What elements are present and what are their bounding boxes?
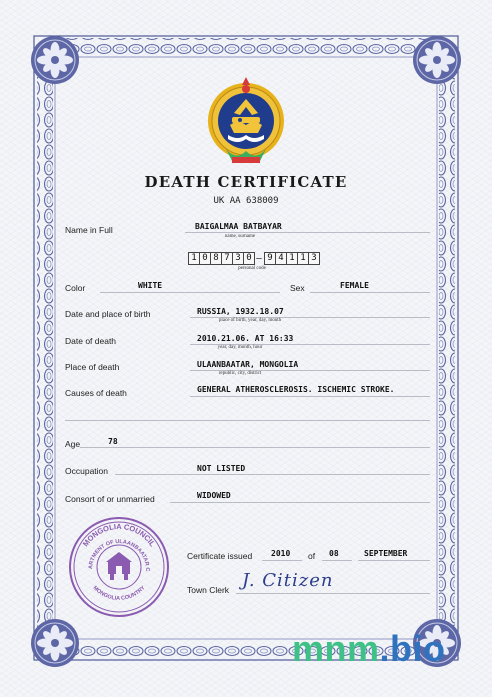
corner-flower-icon xyxy=(413,36,461,84)
code-digit: 1 xyxy=(297,252,309,265)
issued-month: SEPTEMBER xyxy=(364,549,408,558)
code-digit: 3 xyxy=(308,252,320,265)
occupation-label: Occupation xyxy=(65,466,108,476)
svg-text:MONGOLIA COUNTRY xyxy=(92,585,147,602)
birth-label: Date and place of birth xyxy=(65,309,151,319)
name-value: BAIGALMAA BATBAYAR xyxy=(195,222,282,231)
consort-label: Consort of or unmarried xyxy=(65,494,155,504)
code-digit: 0 xyxy=(199,252,211,265)
color-label: Color xyxy=(65,283,86,293)
watermark-part1: mnm xyxy=(292,628,380,669)
code-digit: 9 xyxy=(264,252,276,265)
death-date-hint: year, day, month, hour xyxy=(217,345,263,350)
occupation-value: NOT LISTED xyxy=(197,464,246,473)
causes-value: GENERAL ATHEROSCLEROSIS. ISCHEMIC STROKE. xyxy=(197,385,395,394)
sex-value: FEMALE xyxy=(340,281,369,290)
code-digit: 0 xyxy=(243,252,255,265)
name-hint: name, surname xyxy=(224,234,256,239)
occupation-rule xyxy=(115,474,430,475)
causes-rule xyxy=(190,396,430,397)
age-value: 78 xyxy=(108,437,118,446)
clerk-rule xyxy=(236,593,430,594)
birth-value: RUSSIA, 1932.18.07 xyxy=(197,307,284,316)
watermark-part2: .bio xyxy=(379,628,446,669)
death-place-hint: republic, city, district xyxy=(218,371,262,376)
name-rule xyxy=(185,232,430,233)
stamp-bottom-text: MONGOLIA COUNTRY xyxy=(91,585,147,602)
issued-year-rule xyxy=(262,560,302,561)
death-date-label: Date of death xyxy=(65,336,117,346)
issued-day: 08 xyxy=(329,549,339,558)
issued-month-rule xyxy=(358,560,430,561)
corner-flower-icon xyxy=(31,36,79,84)
sex-label: Sex xyxy=(290,283,305,293)
consort-rule xyxy=(170,502,430,503)
causes-rule-2 xyxy=(65,420,430,421)
code-digit: 1 xyxy=(188,252,200,265)
code-digit: 7 xyxy=(221,252,233,265)
code-dash: – xyxy=(256,253,262,264)
state-emblem-icon xyxy=(208,77,284,163)
issued-of: of xyxy=(308,551,316,561)
document-title: DEATH CERTIFICATE xyxy=(144,173,348,191)
watermark xyxy=(292,628,446,670)
official-stamp-icon xyxy=(66,514,172,620)
sex-rule xyxy=(310,292,430,293)
issued-day-rule xyxy=(322,560,352,561)
stamp-middle-text: ARTMENT OF ULAANBAATAR C xyxy=(87,538,151,572)
clerk-label: Town Clerk xyxy=(187,585,230,595)
serial-number: UK AA 638009 xyxy=(213,196,279,206)
personal-code xyxy=(188,252,319,265)
birth-hint: place of birth, year, day, month xyxy=(218,318,282,323)
death-place-value: ULAANBAATAR, MONGOLIA xyxy=(197,360,299,369)
name-label: Name in Full xyxy=(65,225,113,235)
code-digit: 3 xyxy=(232,252,244,265)
issued-year: 2010 xyxy=(271,549,291,558)
issued-label: Certificate issued xyxy=(187,551,253,561)
personal-code-hint: personal code xyxy=(238,266,266,271)
death-place-label: Place of death xyxy=(65,362,120,372)
age-rule xyxy=(80,447,430,448)
death-date-value: 2010.21.06. AT 16:33 xyxy=(197,334,294,343)
age-label: Age xyxy=(65,439,81,449)
consort-value: WIDOWED xyxy=(197,491,231,500)
causes-label: Causes of death xyxy=(65,388,127,398)
color-rule xyxy=(100,292,280,293)
code-digit: 1 xyxy=(286,252,298,265)
stamp-top-text: MONGOLIA COUNCIL xyxy=(80,521,158,549)
corner-flower-icon xyxy=(31,619,79,667)
code-digit: 8 xyxy=(210,252,222,265)
color-value: WHITE xyxy=(138,281,163,290)
clerk-signature: J. Citizen xyxy=(242,570,334,591)
code-digit: 4 xyxy=(275,252,287,265)
